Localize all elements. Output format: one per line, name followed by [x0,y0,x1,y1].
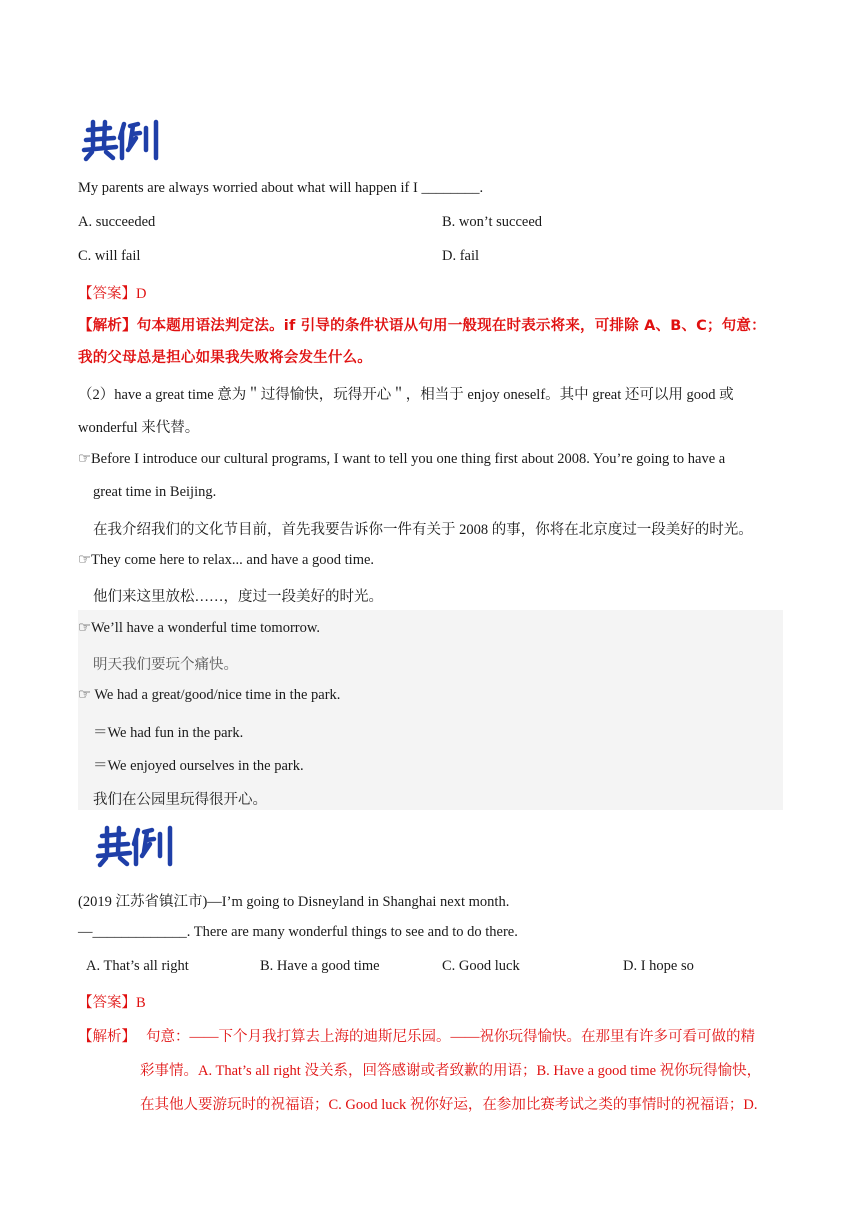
q2-option-a: A. That’s all right [86,958,189,974]
example1-en-line1: ☞Before I introduce our cultural programs, I want to tell you one thing first about 2008. You’re going to have a [78,451,726,467]
q1-analysis-line2: 我的父母总是担心如果我失败将会发生什么。 [78,350,372,366]
q2-answer: 【答案】B [78,995,146,1011]
q2-analysis-label: 【解析】 [78,1029,136,1045]
dianli-logo-icon [92,822,178,868]
note-para-line1: （2）have a great time 意为＂过得愉快，玩得开心＂，相当于 enjoy oneself。其中 great 还可以用 good 或 [78,387,734,403]
question1-stem: My parents are always worried about what will happen if I ________. [78,180,484,196]
example3-zh: 明天我们要玩个痛快。 [93,657,238,673]
dianli-logo-icon [78,116,164,162]
example4-alt2: ＝We enjoyed ourselves in the park. [93,758,304,774]
q1-option-d: D. fail [442,248,480,264]
q2-analysis-line2: 彩事情。A. That’s all right 没关系，回答感谢或者致歉的用语；B. Have a good time 祝你玩得愉快， [140,1063,762,1079]
example-highlight-box [78,610,783,810]
q2-option-b: B. Have a good time [260,958,380,974]
example1-zh: 在我介绍我们的文化节目前，首先我要告诉你一件有关于 2008 的事，你将在北京度过一段美好的时光。 [93,522,753,538]
example4-zh: 我们在公园里玩得很开心。 [93,792,267,808]
q1-option-a: A. succeeded [78,214,156,230]
q2-analysis-line1: 句意：——下个月我打算去上海的迪斯尼乐园。——祝你玩得愉快。在那里有许多可看可做的精 [146,1029,755,1045]
q1-option-b: B. won’t succeed [442,214,542,230]
q1-option-c: C. will fail [78,248,141,264]
q2-option-c: C. Good luck [442,958,520,974]
example2-en: ☞They come here to relax... and have a good time. [78,552,375,568]
note-para-line2: wonderful 来代替。 [78,420,200,436]
example3-en: ☞We’ll have a wonderful time tomorrow. [78,620,321,636]
q1-analysis-line1: 【解析】句本题用语法判定法。if 引导的条件状语从句用一般现在时表示将来，可排除 A、B、C；句意： [78,318,766,334]
example4-en: ☞ We had a great/good/nice time in the park. [78,687,341,703]
q1-answer: 【答案】D [78,286,147,302]
question2-stem-line2: —_____________. There are many wonderful things to see and to do there. [78,924,518,940]
q2-option-d: D. I hope so [623,958,694,974]
example1-en-line2: great time in Beijing. [93,484,217,500]
question2-stem-line1: (2019 江苏省镇江市)—I’m going to Disneyland in Shanghai next month. [78,894,510,910]
example4-alt1: ＝We had fun in the park. [93,725,244,741]
example2-zh: 他们来这里放松……，度过一段美好的时光。 [93,589,383,605]
q2-analysis-line3: 在其他人要游玩时的祝福语；C. Good luck 祝你好运，在参加比赛考试之类的事情时的祝福语；D. [140,1097,758,1113]
